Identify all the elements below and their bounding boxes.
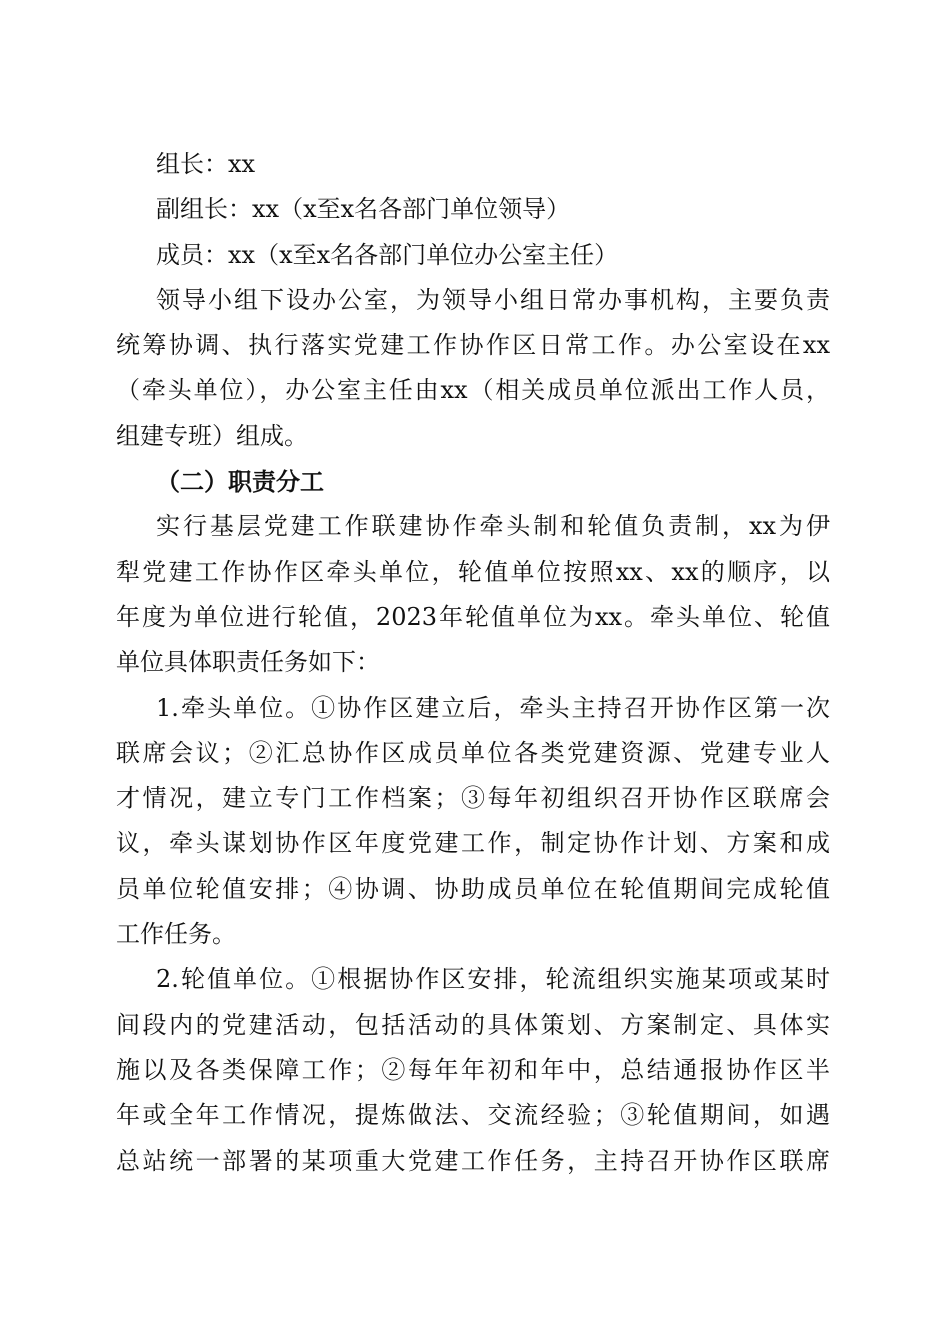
text-line: 领导小组下设办公室，为领导小组日常办事机构，主要负责 <box>156 285 830 314</box>
text-line: 联席会议；②汇总协作区成员单位各类党建资源、党建专业人 <box>116 738 830 767</box>
text-line: 才情况，建立专门工作档案；③每年初组织召开协作区联席会 <box>116 784 830 813</box>
text-line: 间段内的党建活动，包括活动的具体策划、方案制定、具体实 <box>116 1010 830 1039</box>
text-line: 工作任务。 <box>116 920 236 949</box>
text-line: 总站统一部署的某项重大党建工作任务，主持召开协作区联席 <box>116 1146 830 1175</box>
text-line: 实行基层党建工作联建协作牵头制和轮值负责制，xx为伊 <box>156 512 830 541</box>
text-line: 年度为单位进行轮值，2023年轮值单位为xx。牵头单位、轮值 <box>116 602 830 631</box>
text-line-deputy-leader: 副组长：xx（x至x名各部门单位领导） <box>156 195 571 224</box>
text-line: 统筹协调、执行落实党建工作协作区日常工作。办公室设在xx <box>116 331 830 360</box>
text-line: 犁党建工作协作区牵头单位，轮值单位按照xx、xx的顺序，以 <box>116 557 830 586</box>
text-line: 单位具体职责任务如下： <box>116 648 380 677</box>
text-line: 组建专班）组成。 <box>116 421 308 450</box>
text-line: 年或全年工作情况，提炼做法、交流经验；③轮值期间，如遇 <box>116 1101 830 1130</box>
text-line-members: 成员：xx（x至x名各部门单位办公室主任） <box>156 240 619 269</box>
section-heading: （二）职责分工 <box>156 467 324 497</box>
text-line: 1.牵头单位。①协作区建立后，牵头主持召开协作区第一次 <box>156 693 830 722</box>
text-line: 施以及各类保障工作；②每年年初和年中，总结通报协作区半 <box>116 1055 830 1084</box>
text-line-leader: 组长：xx <box>156 150 256 178</box>
document-body <box>116 142 830 1184</box>
text-line: （牵头单位），办公室主任由xx（相关成员单位派出工作人员， <box>116 376 830 405</box>
text-line: 员单位轮值安排；④协调、协助成员单位在轮值期间完成轮值 <box>116 874 830 903</box>
text-line: 2.轮值单位。①根据协作区安排，轮流组织实施某项或某时 <box>156 965 830 994</box>
text-line: 议，牵头谋划协作区年度党建工作，制定协作计划、方案和成 <box>116 829 830 858</box>
